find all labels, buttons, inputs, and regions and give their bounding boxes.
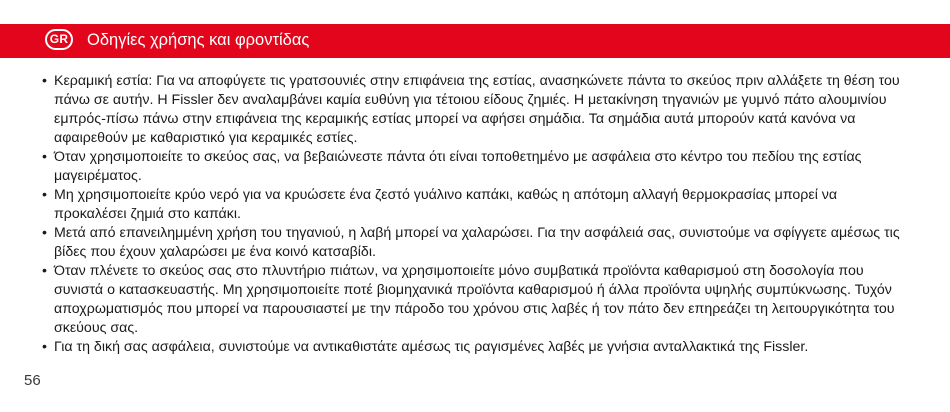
instructions-list xyxy=(42,72,902,357)
instruction-text: Μετά από επανειλημμένη χρήση του τηγανιού, η λαβή μπορεί να χαλαρώσει. Για την ασφάλειά σας, συνιστούμε να σφίγγετε αμέσως τις βίδες που έχουν χαλαρώσει με ένα κοινό κατσαβίδι. xyxy=(54,225,900,260)
bullet-icon: • xyxy=(42,73,47,89)
list-item xyxy=(42,338,902,357)
instruction-text: Κεραμική εστία: Για να αποφύγετε τις γρατσουνιές στην επιφάνεια της εστίας, ανασηκώνετε πάντα το σκεύος πριν αλλάξετε τη θέση του πάνω σε αυτήν. Η Fissler δεν αναλαμβάνει καμία ευθύνη για τέτοιου είδους ζημιές. Η μετακίνηση τηγανιών με γυμνό πάτο αλουμινίου εμπρός-πίσω πάνω στην επιφάνεια της κεραμικής εστίας μπορεί να αφήσει σημάδια. Τα σημάδια αυτά μπορούν κατά κανόνα να αφαιρεθούν με καθαριστικό για κεραμικές εστίες. xyxy=(54,73,900,146)
header-bar xyxy=(0,24,950,58)
instruction-text: Όταν πλένετε το σκεύος σας στο πλυντήριο πιάτων, να χρησιμοποιείτε μόνο συμβατικά προϊόντα καθαρισμού στη δοσολογία που συνιστά ο κατασκευαστής. Μη χρησιμοποιείτε ποτέ βιομηχανικά προϊόντα καθαρισμού ή άλλα προϊόντα υψηλής συμπύκνωσης. Τυχόν αποχρωματισμός που μπορεί να παρουσιαστεί με την πάροδο του χρόνου στις λαβές ή τον πάτο δεν επηρεάζει τη λειτουργικότητα του σκεύους σας. xyxy=(54,263,895,336)
section-title: Οδηγίες χρήσης και φροντίδας xyxy=(87,31,310,49)
bullet-icon: • xyxy=(42,187,47,203)
language-badge: GR xyxy=(45,29,73,50)
instruction-text: Μη χρησιμοποιείτε κρύο νερό για να κρυώσετε ένα ζεστό γυάλινο καπάκι, καθώς η απότομη αλλαγή θερμοκρασίας μπορεί να προκαλέσει ζημιά στο καπάκι. xyxy=(54,187,838,222)
list-item xyxy=(42,186,902,224)
list-item xyxy=(42,262,902,338)
instruction-text: Όταν χρησιμοποιείτε το σκεύος σας, να βεβαιώνεστε πάντα ότι είναι τοποθετημένο με ασφάλεια στο κέντρο του πεδίου της εστίας μαγειρέματος. xyxy=(54,149,862,184)
list-item xyxy=(42,72,902,148)
bullet-icon: • xyxy=(42,149,47,165)
bullet-icon: • xyxy=(42,225,47,241)
page-number: 56 xyxy=(24,372,41,389)
list-item xyxy=(42,148,902,186)
list-item xyxy=(42,224,902,262)
bullet-icon: • xyxy=(42,339,47,355)
instruction-text: Για τη δική σας ασφάλεια, συνιστούμε να αντικαθιστάτε αμέσως τις ραγισμένες λαβές με γνήσια ανταλλακτικά της Fissler. xyxy=(54,339,809,355)
bullet-icon: • xyxy=(42,263,47,279)
